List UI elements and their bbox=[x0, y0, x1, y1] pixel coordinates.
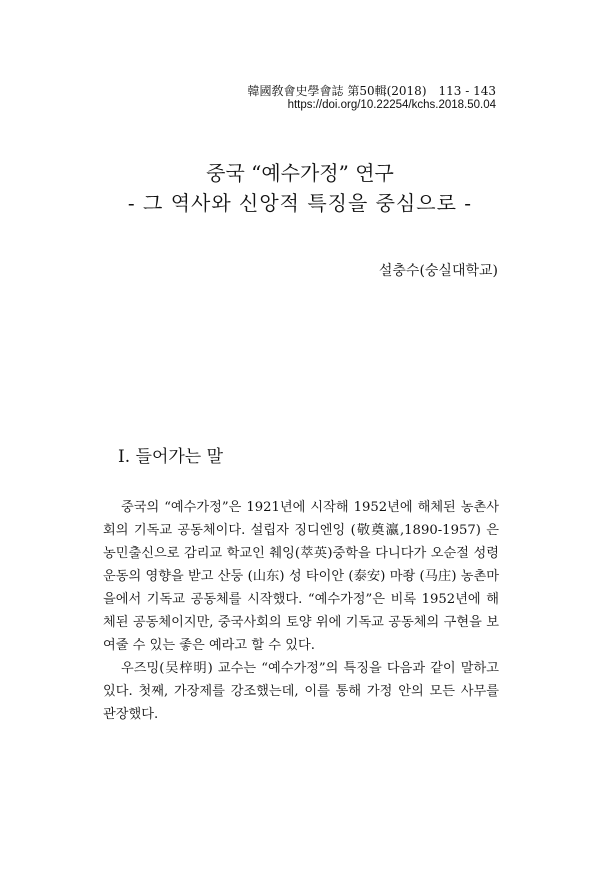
author-affiliation: 설충수(숭실대학교) bbox=[378, 263, 498, 279]
running-header bbox=[248, 84, 496, 112]
paragraph: 중국의 “예수가정”은 1921년에 시작해 1952년에 해체된 농촌사회의 기독교 공동체이다. 설립자 징디엔잉 (敬奠瀛,1890-1957) 은 농민출신으로 감리교 학교인 췌잉(萃英)중학을 다니다가 오순절 성령운동의 영향을 받고 산둥 (山东) 성 타이안 (泰安) 마좡 (马庄) 농촌마을에서 기독교 공동체를 시작했다. “예수가정”은 비록 1952년에 해체된 공동체이지만, 중국사회의 토양 위에 기독교 공동체의 구현을 보여줄 수 있는 좋은 예라고 할 수 있다. bbox=[103, 500, 499, 653]
doi-link[interactable]: https://doi.org/10.22254/kchs.2018.50.04 bbox=[287, 99, 496, 111]
paper-title: 중국 “예수가정” 연구 bbox=[206, 161, 394, 185]
body-text bbox=[103, 496, 499, 726]
paper-subtitle: - 그 역사와 신앙적 특징을 중심으로 - bbox=[127, 191, 473, 215]
paragraph: 우즈밍(吴梓明) 교수는 “예수가정”의 특징을 다음과 같이 말하고 있다. 첫째, 가장제를 강조했는데, 이를 통해 가정 안의 모든 사무를 관장했다. bbox=[103, 661, 499, 722]
section-heading: I. 들어가는 말 bbox=[118, 447, 224, 467]
title-block bbox=[0, 158, 600, 218]
journal-citation: 韓國敎會史學會誌 第50輯(2018) 113 - 143 bbox=[247, 84, 496, 98]
